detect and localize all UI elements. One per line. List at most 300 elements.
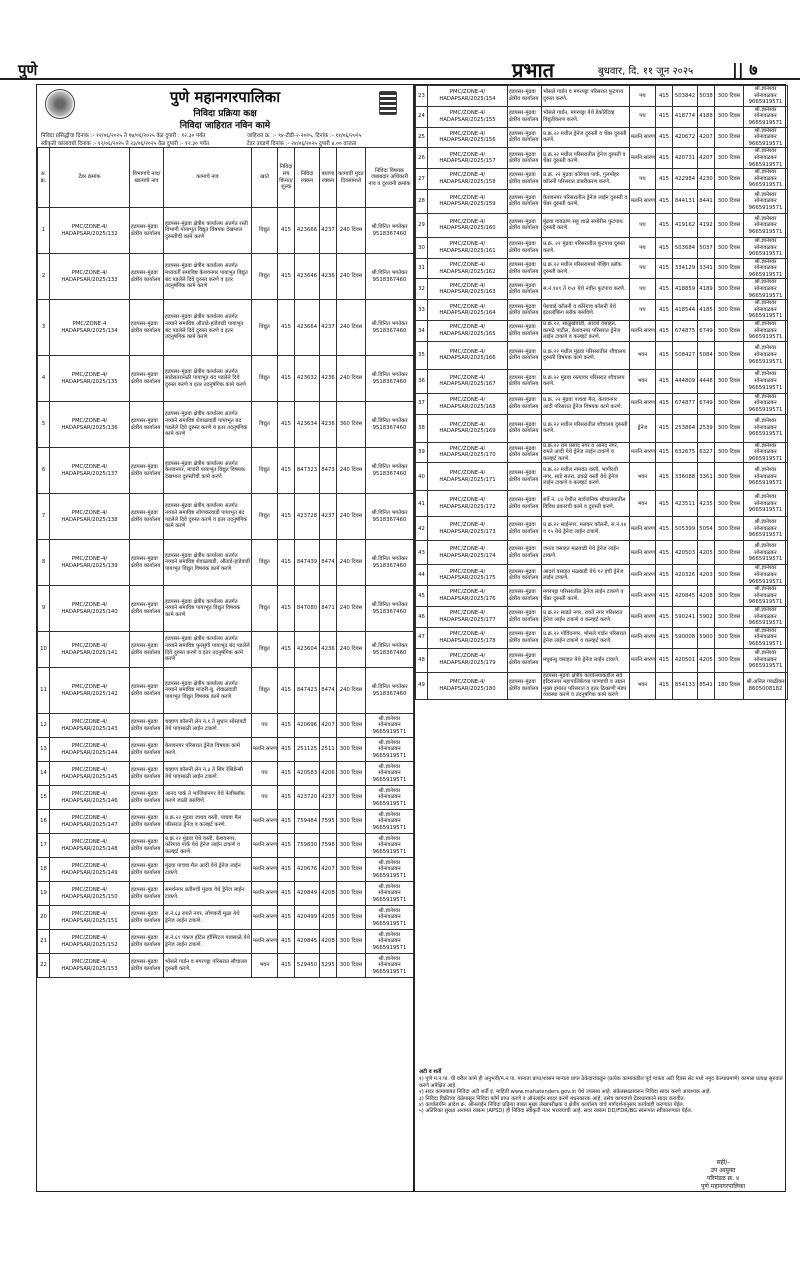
row-fee: 415 <box>278 448 295 494</box>
row-days: 300 दिवस <box>715 148 744 169</box>
row-dept: हडपसर-मुंढवा क्षेत्रीय कार्यालय <box>508 672 542 699</box>
table-row <box>416 541 788 565</box>
row-days: 300 दिवस <box>715 258 744 279</box>
table-row <box>416 627 788 648</box>
row-amount: 251125 <box>295 738 320 762</box>
notice-org-title: पुणे महानगरपालिका <box>169 88 281 106</box>
terms-title: अटी व शर्ती <box>419 1069 442 1075</box>
table-row <box>416 393 788 414</box>
table-row <box>416 463 788 491</box>
row-serial: 35 <box>416 341 428 369</box>
row-serial: 16 <box>38 810 50 834</box>
row-days: 240 दिवस <box>337 254 366 300</box>
row-tender-no: PMC/ZONE-4/ HADAPSAR/2025/157 <box>428 148 508 169</box>
row-days: 300 दिवस <box>337 762 366 786</box>
row-tender-no: PMC/ZONE-4/ HADAPSAR/2025/143 <box>50 714 130 738</box>
row-officer: श्री.ज्ञानेश्वर सोनावळकर 9665919571 <box>744 300 788 321</box>
row-fee: 415 <box>278 632 295 668</box>
row-fee: 415 <box>656 586 673 607</box>
row-amount: 529450 <box>295 954 320 978</box>
row-officer: श्री.विनित भगतेकर 9518367460 <box>366 448 414 494</box>
row-emd: 4237 <box>320 494 337 540</box>
table-row <box>416 491 788 517</box>
row-tender-no: PMC/ZONE-4/ HADAPSAR/2025/176 <box>428 586 508 607</box>
row-tender-no: PMC/ZONE-4/ HADAPSAR/2025/147 <box>50 810 130 834</box>
row-tender-no: PMC/ZONE-4/ HADAPSAR/2025/132 <box>50 208 130 254</box>
row-tender-no: PMC/ZONE-4/ HADAPSAR/2025/175 <box>428 565 508 586</box>
table-row <box>38 208 414 254</box>
table-row <box>38 906 414 930</box>
row-emd: 2511 <box>320 738 337 762</box>
row-emd: 4206 <box>320 762 337 786</box>
row-fee: 415 <box>278 738 295 762</box>
row-amount: 423634 <box>295 402 320 448</box>
row-officer: श्री.विनित भगतेकर 9518367460 <box>366 254 414 300</box>
row-emd: 4207 <box>320 714 337 738</box>
row-fee: 415 <box>278 858 295 882</box>
table-row <box>416 258 788 279</box>
row-dept: हडपसर-मुंढवा क्षेत्रीय कार्यालय <box>508 279 542 300</box>
row-amount: 420696 <box>295 714 320 738</box>
row-work: सर्वे नं. ८४ येथील सार्वजनिक शौचालयातील विविध प्रकारची कामे व दुरुस्ती करणे. <box>542 491 630 517</box>
row-khate: विद्युत <box>252 632 278 668</box>
row-fee: 415 <box>278 834 295 858</box>
row-emd: 4188 <box>698 106 715 127</box>
row-khate: भवन <box>630 672 656 699</box>
row-amount: 422984 <box>673 169 698 190</box>
row-tender-no: PMC/ZONE-4/ HADAPSAR/2025/170 <box>428 442 508 463</box>
row-khate: मलनि:सारण <box>252 810 278 834</box>
tender-table-right <box>415 85 788 700</box>
row-tender-no: PMC/ZONE-4/ HADAPSAR/2025/162 <box>428 258 508 279</box>
row-work: हडपसर-मुंढवा क्षेत्रीय कार्यालय अंतर्गत नव्याने समाविष्ट औताडे-हांडेवाडी पायाभूत बंद पडलेले दिवे दुरुस्त करणे व इतर तदनुषंगिक कामे करणे <box>164 300 252 356</box>
masthead-brand: प्रभात <box>512 58 555 82</box>
row-dept: हडपसर-मुंढवा क्षेत्रीय कार्यालय <box>508 213 542 237</box>
row-work: आदर्श वसाहत मळवाडी येथे १२ इंची ड्रेनेज लाईन टाकणे. <box>542 565 630 586</box>
row-serial: 43 <box>416 541 428 565</box>
row-dept: हडपसर-मुंढवा क्षेत्रीय कार्यालय <box>508 86 542 107</box>
row-officer: श्री.ज्ञानेश्वर सोनावळकर 9665919571 <box>744 414 788 442</box>
table-row <box>38 540 414 586</box>
row-dept: हडपसर-मुंढवा क्षेत्रीय कार्यालय <box>508 606 542 627</box>
row-amount: 419162 <box>673 213 698 237</box>
signature-zone: परिमंडळ क्र. ४ <box>706 1175 740 1182</box>
row-amount: 759484 <box>295 810 320 834</box>
terms-item: ३) निविदा विक्रीच्या वेळेपासून निविदा फॉर्म प्राप्त करणे व ऑनलाईन सादर करणे बंधनकारक आहे. तसेच कागदपत्रे टेंडरधारकाने सादर करावीत. <box>419 1095 686 1102</box>
row-tender-no: PMC/ZONE-4/ HADAPSAR/2025/133 <box>50 254 130 300</box>
row-work: हडपसर-मुंढवा क्षेत्रीय कार्यालय अंतर्गत रस्ती विभागी पायाभूत विद्युत विषयक देखभाल दुरुस्तीची कामे करणे <box>164 208 252 254</box>
row-serial: 28 <box>416 189 428 213</box>
notice-dates-sale: निविदा प्रसिद्धीचा दिनांक :- १२/०६/२०२५ ते १७/०६/२०२५ वेळ दुपारी : १२.३० पर्यंत <box>41 133 206 139</box>
row-officer: श्री.ज्ञानेश्वर सोनावळकर 9665919571 <box>744 541 788 565</box>
row-work: स.नं.६३ रायते नगर, लोणकरी मुळा येथे ड्रेनेज लाईन टाकणे. <box>164 906 252 930</box>
row-dept: हडपसर-मुंढवा क्षेत्रीय कार्यालय <box>508 491 542 517</box>
row-khate: मलनि:सारण <box>630 189 656 213</box>
row-amount: 759830 <box>295 834 320 858</box>
row-emd: 5037 <box>698 237 715 258</box>
row-officer: श्री.ज्ञानेश्वर सोनावळकर 9665919571 <box>744 393 788 414</box>
row-amount: 418774 <box>673 106 698 127</box>
table-row <box>416 565 788 586</box>
row-tender-no: PMC/ZONE-4/ HADAPSAR/2025/161 <box>428 237 508 258</box>
row-officer: श्री.ज्ञानेश्वर सोनावळकर 9665919571 <box>366 882 414 906</box>
row-emd: 4236 <box>320 254 337 300</box>
table-row <box>416 341 788 369</box>
row-work: हडपसर-मुंढवा क्षेत्रीय कार्यालय अंतर्गत साडेसतरानळी पायाभूत बंद पडलेले दिवे दुरुस्त करणे व इतर तदनुषंगिक कामे करणे <box>164 356 252 402</box>
row-tender-no: PMC/ZONE-4/ HADAPSAR/2025/138 <box>50 494 130 540</box>
row-fee: 415 <box>656 369 673 393</box>
masthead-city: पुणे <box>18 61 38 79</box>
row-serial: 23 <box>416 86 428 107</box>
table-row <box>38 668 414 714</box>
row-work: प्र.क्र. २२ मुंढवा पाचवा मैल, केशवनगर आदी परिसरात ड्रेनेज विषयक कामे करणे. <box>542 393 630 414</box>
row-fee: 415 <box>278 810 295 834</box>
row-dept: हडपसर-मुंढवा क्षेत्रीय कार्यालय <box>130 834 164 858</box>
row-fee: 415 <box>278 906 295 930</box>
row-serial: 14 <box>38 762 50 786</box>
row-khate: मलनि:सारण <box>252 858 278 882</box>
row-serial: 8 <box>38 540 50 586</box>
table-row <box>38 300 414 356</box>
header-emd: बयाणा रक्कम <box>320 148 337 208</box>
header-serial: अ. क्र. <box>38 148 50 208</box>
row-serial: 42 <box>416 517 428 541</box>
row-amount: 847423 <box>295 668 320 714</box>
row-work: हडपसर-मुंढवा क्षेत्रीय कार्यालय अंतर्गत नव्याने समाविष्ट मांजरी-बु. शेवाळवाडी पायाभूत विद्युत विषयक कामे करणे <box>164 668 252 714</box>
row-days: 180 दिवस <box>715 672 744 699</box>
row-officer: श्री.विनित भगतेकर 9518367460 <box>366 494 414 540</box>
row-dept: हडपसर-मुंढवा क्षेत्रीय कार्यालय <box>508 414 542 442</box>
row-khate: मलनि:सारण <box>630 648 656 672</box>
table-row <box>416 213 788 237</box>
row-dept: हडपसर-मुंढवा क्षेत्रीय कार्यालय <box>130 954 164 978</box>
row-work: हडपसर-मुंढवा क्षेत्रीय कार्यालय अंतर्गत नव्याने समाविष्ट शेवाळवाडी पायाभूत बंद पडलेले दिवे दुरुस्त करणे व इतर तदनुषंगिक कामे करणे <box>164 402 252 448</box>
row-days: 240 दिवस <box>337 208 366 254</box>
row-days: 300 दिवस <box>715 369 744 393</box>
row-dept: हडपसर-मुंढवा क्षेत्रीय कार्यालय <box>508 237 542 258</box>
row-fee: 415 <box>656 565 673 586</box>
row-serial: 22 <box>38 954 50 978</box>
row-work: आनंद पार्क ते भाजियांनगर येथे फेवीब्लॉक करणे जाळी बसविणे. <box>164 786 252 810</box>
row-khate: पथ <box>630 169 656 190</box>
row-khate: मलनि:सारण <box>630 442 656 463</box>
row-fee: 415 <box>278 300 295 356</box>
row-khate: मलनि:सारण <box>630 148 656 169</box>
row-khate: मलनि:सारण <box>630 393 656 414</box>
header-dept: विभागाचे नाव/ खात्याचे नाव <box>130 148 164 208</box>
row-fee: 415 <box>656 341 673 369</box>
row-serial: 49 <box>416 672 428 699</box>
row-days: 300 दिवस <box>715 414 744 442</box>
row-tender-no: PMC/ZONE-4/ HADAPSAR/2025/137 <box>50 448 130 494</box>
row-emd: 5295 <box>320 954 337 978</box>
row-days: 300 दिवस <box>337 858 366 882</box>
header-amount: निविदा रक्कम <box>295 148 320 208</box>
row-fee: 415 <box>656 237 673 258</box>
row-khate: मलनि:सारण <box>252 930 278 954</box>
row-serial: 24 <box>416 106 428 127</box>
terms-item: २) सदर कामाबाबत निविदा अटी शर्ती इ. माहिती www.mahatenders.gov.in येथे उपलब्ध आहे. संकेतस्थळावरून निविदा सादर करणे आवश्यक आहे. <box>419 1089 712 1096</box>
row-days: 300 दिवस <box>337 882 366 906</box>
row-emd: 4237 <box>320 208 337 254</box>
row-work: भोसले गार्डन व मगरपट्टा परिसरात फुटपाथ दुरुस्त करणे. <box>542 86 630 107</box>
terms-item: ५) अतिरिक्त सुरक्षा अनामत रक्कम (APSD) ही निविदा स्वीकृती नंतर भरावयाची आहे. सदर रक्कम DD/FDR/BG स्वरूपात स्वीकारण्यात येईल. <box>419 1108 693 1115</box>
row-amount: 847080 <box>295 586 320 632</box>
row-amount: 503842 <box>673 86 698 107</box>
header-days: कामाची मुदत दिवसामध्ये <box>337 148 366 208</box>
row-khate: विद्युत <box>252 540 278 586</box>
row-dept: हडपसर-मुंढवा क्षेत्रीय कार्यालय <box>508 341 542 369</box>
row-work: प्र.क्र.२२ मुंढवा जाधव वस्ती, पाचवा मैल परिसरात ड्रेनेज व कल्व्हर्ट करणे. <box>164 810 252 834</box>
row-work: प्र.क्र.२२ साईनगर, मलकर कॉलनी, स.नं.१४ व १५ येथे ड्रेनेज लाईन टाकणे. <box>542 517 630 541</box>
row-emd: 4208 <box>698 586 715 607</box>
table-row <box>38 632 414 668</box>
header-khate: खाते <box>252 148 278 208</box>
row-work: हडपसर-मुंढवा क्षेत्रीय कार्यालय अंतर्गत नव्याने समाविष्ट लोणकरवाडी पायाभूत बंद पडलेले दिवे दुरुस्त करणे व इतर तदनुषंगिक कामे करणे <box>164 494 252 540</box>
row-serial: 39 <box>416 442 428 463</box>
row-officer: श्री.विनित भगतेकर 9518367460 <box>366 356 414 402</box>
row-officer: श्री.ज्ञानेश्वर सोनावळकर 9665919571 <box>366 762 414 786</box>
row-days: 240 दिवस <box>337 356 366 402</box>
row-work: स.नं.१४९ ते १५१ येथे नवीन फुटपाथ करणे. <box>542 279 630 300</box>
table-row <box>416 106 788 127</box>
row-dept: हडपसर-मुंढवा क्षेत्रीय कार्यालय <box>508 442 542 463</box>
row-serial: 44 <box>416 565 428 586</box>
row-dept: हडपसर-मुंढवा क्षेत्रीय कार्यालय <box>130 586 164 632</box>
row-tender-no: PMC/ZONE-4/ HADAPSAR/2025/164 <box>428 300 508 321</box>
table-row <box>416 442 788 463</box>
row-emd: 4207 <box>698 127 715 148</box>
table-row <box>38 858 414 882</box>
row-tender-no: PMC/ZONE-4/ HADAPSAR/2025/136 <box>50 402 130 448</box>
row-officer: श्री.ज्ञानेश्वर सोनावळकर 9665919571 <box>744 517 788 541</box>
row-khate: मलनि:सारण <box>630 586 656 607</box>
row-fee: 415 <box>656 213 673 237</box>
row-work: केशवनगर परिसरातील ड्रेनेज लाईन दुरुस्ती व चेंबर दुरुस्ती करणे. <box>542 189 630 213</box>
row-fee: 415 <box>278 786 295 810</box>
row-work: हडपसर-मुंढवा क्षेत्रीय कार्यालय अंतर्गत नव्याने समाविष्ट फुरसुंगी पायाभूत बंद पडलेले दिवे दुरुस्त करणे व इतर तदनुषंगिक कामे करणे <box>164 632 252 668</box>
notice-open-date: टेंडर उघडणे दिनांक :- २४/०६/२०२५ दुपारी ४.०० वाजता <box>247 141 357 147</box>
header-fee: निविदा संच किंमत/ शुल्क <box>278 148 295 208</box>
row-days: 240 दिवस <box>337 632 366 668</box>
row-amount: 674875 <box>673 321 698 342</box>
row-fee: 415 <box>278 254 295 300</box>
row-days: 300 दिवस <box>715 213 744 237</box>
row-fee: 415 <box>278 930 295 954</box>
row-fee: 415 <box>278 402 295 448</box>
table-header-row <box>38 148 414 208</box>
table-row <box>38 834 414 858</box>
row-fee: 415 <box>656 279 673 300</box>
table-row <box>38 954 414 978</box>
row-officer: श्री.ज्ञानेश्वर सोनावळकर 9665919571 <box>744 341 788 369</box>
row-khate: मलनि:सारण <box>252 834 278 858</box>
row-days: 300 दिवस <box>715 321 744 342</box>
row-emd: 4205 <box>698 541 715 565</box>
row-fee: 415 <box>656 321 673 342</box>
row-days: 240 दिवस <box>337 300 366 356</box>
row-amount: 503684 <box>673 237 698 258</box>
row-dept: हडपसर-मुंढवा क्षेत्रीय कार्यालय <box>130 208 164 254</box>
row-khate: भवन <box>630 369 656 393</box>
row-khate: पथ <box>630 258 656 279</box>
row-dept: हडपसर-मुंढवा क्षेत्रीय कार्यालय <box>130 810 164 834</box>
row-khate: विद्युत <box>252 300 278 356</box>
row-dept: हडपसर-मुंढवा क्षेत्रीय कार्यालय <box>508 627 542 648</box>
row-khate: पथ <box>252 786 278 810</box>
row-serial: 1 <box>38 208 50 254</box>
notice-dept: निविदा प्रक्रिया कक्ष <box>193 109 257 119</box>
row-work: हडपसर-मुंढवा क्षेत्रीय कार्यालय अंतर्गत नव्याने समाविष्ट पायाभूत विद्युत विषयक कामे करणे <box>164 586 252 632</box>
row-tender-no: PMC/ZONE-4/ HADAPSAR/2025/151 <box>50 906 130 930</box>
row-work: केशवनगर परिसरात ड्रेनेज विषयक कामे करणे. <box>164 738 252 762</box>
row-serial: 31 <box>416 258 428 279</box>
row-tender-no: PMC/ZONE-4/ HADAPSAR/2025/146 <box>50 786 130 810</box>
row-emd: 4237 <box>320 786 337 810</box>
masthead-page-number: || ७ <box>732 60 758 79</box>
row-tender-no: PMC/ZONE-4/ HADAPSAR/2025/152 <box>50 930 130 954</box>
row-dept: हडपसर-मुंढवा क्षेत्रीय कार्यालय <box>508 106 542 127</box>
row-dept: हडपसर-मुंढवा क्षेत्रीय कार्यालय <box>130 906 164 930</box>
row-khate: भवन <box>252 954 278 978</box>
row-fee: 415 <box>656 169 673 190</box>
row-days: 240 दिवस <box>337 668 366 714</box>
row-days: 300 दिवस <box>715 169 744 190</box>
row-khate: पथ <box>252 762 278 786</box>
row-officer: श्री.ज्ञानेश्वर सोनावळकर 9665919571 <box>744 169 788 190</box>
table-row <box>38 762 414 786</box>
row-days: 300 दिवस <box>337 930 366 954</box>
row-work: मगरपट्टा परिसरातील ड्रेनेज लाईन टाकणे व चेंबर दुरुस्ती करणे. <box>542 586 630 607</box>
table-row <box>416 606 788 627</box>
row-khate: मलनि:सारण <box>252 882 278 906</box>
header-work: कामाचे नाव <box>164 148 252 208</box>
row-dept: हडपसर-मुंढवा क्षेत्रीय कार्यालय <box>130 402 164 448</box>
row-amount: 418859 <box>673 279 698 300</box>
row-fee: 415 <box>278 356 295 402</box>
row-officer: श्री.ज्ञानेश्वर सोनावळकर 9665919571 <box>366 858 414 882</box>
row-days: 300 दिवस <box>715 442 744 463</box>
row-tender-no: PMC/ZONE-4/ HADAPSAR/2025/141 <box>50 632 130 668</box>
row-khate: विद्युत <box>252 448 278 494</box>
row-emd: 4192 <box>698 213 715 237</box>
row-serial: 41 <box>416 491 428 517</box>
row-tender-no: PMC/ZONE-4/ HADAPSAR/2025/142 <box>50 668 130 714</box>
row-officer: श्री.ज्ञानेश्वर सोनावळकर 9665919571 <box>744 442 788 463</box>
row-dept: हडपसर-मुंढवा क्षेत्रीय कार्यालय <box>130 786 164 810</box>
row-officer: श्री.ज्ञानेश्वर सोनावळकर 9665919571 <box>366 714 414 738</box>
row-days: 240 दिवस <box>337 494 366 540</box>
row-tender-no: PMC/ZONE-4/ HADAPSAR/2025/172 <box>428 491 508 517</box>
row-dept: हडपसर-मुंढवा क्षेत्रीय कार्यालय <box>508 169 542 190</box>
row-fee: 415 <box>278 954 295 978</box>
row-tender-no: PMC/ZONE-4/ HADAPSAR/2025/154 <box>428 86 508 107</box>
row-serial: 25 <box>416 127 428 148</box>
row-dept: हडपसर-मुंढवा क्षेत्रीय कार्यालय <box>508 463 542 491</box>
row-khate: विद्युत <box>252 356 278 402</box>
row-dept: हडपसर-मुंढवा क्षेत्रीय कार्यालय <box>130 300 164 356</box>
row-amount: 253864 <box>673 414 698 442</box>
row-officer: श्री.ज्ञानेश्वर सोनावळकर 9665919571 <box>366 738 414 762</box>
row-amount: 420499 <box>295 906 320 930</box>
table-row <box>416 648 788 672</box>
row-fee: 415 <box>656 189 673 213</box>
row-work: मधुबन्धु वसाहत येथे ड्रेनेज लाईन टाकणे. <box>542 648 630 672</box>
row-khate: विद्युत <box>252 402 278 448</box>
row-amount: 508427 <box>673 341 698 369</box>
row-tender-no: PMC/ZONE-4/ HADAPSAR/2025/135 <box>50 356 130 402</box>
row-khate: विद्युत <box>252 254 278 300</box>
row-tender-no: PMC/ZONE-4/ HADAPSAR/2025/180 <box>428 672 508 699</box>
row-fee: 415 <box>656 148 673 169</box>
row-tender-no: PMC/ZONE-4/ HADAPSAR/2025/177 <box>428 606 508 627</box>
row-tender-no: PMC/ZONE-4/ HADAPSAR/2025/155 <box>428 106 508 127</box>
row-tender-no: PMC/ZONE-4/ HADAPSAR/2025/140 <box>50 586 130 632</box>
row-officer: श्री.ज्ञानेश्वर सोनावळकर 9665919571 <box>744 213 788 237</box>
row-officer: श्री.ज्ञानेश्वर सोनावळकर 9665919571 <box>366 906 414 930</box>
table-row <box>416 237 788 258</box>
row-serial: 2 <box>38 254 50 300</box>
table-row <box>38 882 414 906</box>
row-amount: 423511 <box>673 491 698 517</box>
row-fee: 415 <box>656 106 673 127</box>
row-emd: 8473 <box>320 448 337 494</box>
row-serial: 37 <box>416 393 428 414</box>
row-tender-no: PMC/ZONE-4/ HADAPSAR/2025/156 <box>428 127 508 148</box>
table-row <box>38 254 414 300</box>
row-amount: 590241 <box>673 606 698 627</box>
row-days: 300 दिवस <box>337 954 366 978</box>
table-row <box>38 738 414 762</box>
row-fee: 415 <box>656 442 673 463</box>
notice-title: निविदा जाहिरात नविन कामे <box>179 121 271 131</box>
row-days: 300 दिवस <box>337 786 366 810</box>
row-tender-no: PMC/ZONE-4/ HADAPSAR/2025/174 <box>428 541 508 565</box>
row-serial: 3 <box>38 300 50 356</box>
row-dept: हडपसर-मुंढवा क्षेत्रीय कार्यालय <box>508 541 542 565</box>
row-emd: 4207 <box>698 148 715 169</box>
row-days: 300 दिवस <box>715 541 744 565</box>
row-days: 300 दिवस <box>337 906 366 930</box>
row-serial: 36 <box>416 369 428 393</box>
row-khate: ड्रेनेज <box>630 414 656 442</box>
row-fee: 415 <box>656 414 673 442</box>
row-amount: 334129 <box>673 258 698 279</box>
row-amount: 420326 <box>673 565 698 586</box>
table-row <box>416 672 788 699</box>
row-days: 300 दिवस <box>337 834 366 858</box>
row-days: 240 दिवस <box>337 448 366 494</box>
table-row <box>38 810 414 834</box>
row-days: 300 दिवस <box>337 810 366 834</box>
row-khate: विद्युत <box>252 494 278 540</box>
row-khate: मलनि:सारण <box>252 906 278 930</box>
row-days: 300 दिवस <box>715 627 744 648</box>
row-tender-no: PMC/ZONE-4/ HADAPSAR/2025/145 <box>50 762 130 786</box>
row-serial: 6 <box>38 448 50 494</box>
row-work: प्र.क्र. २२ मुंढवा कोरेगाव पार्क, गुलमोहर कॉलनी परिसरात डांबरीकरण करणे. <box>542 169 630 190</box>
row-officer: श्री.ज्ञानेश्वर सोनावळकर 9665919571 <box>744 258 788 279</box>
row-tender-no: PMC/ZONE-4/ HADAPSAR/2025/149 <box>50 858 130 882</box>
row-khate: विद्युत <box>252 668 278 714</box>
row-dept: हडपसर-मुंढवा क्षेत्रीय कार्यालय <box>508 565 542 586</box>
row-serial: 47 <box>416 627 428 648</box>
row-fee: 415 <box>656 300 673 321</box>
row-work: प्र.क्र.२२ मधील परिसरातील शौचालय दुरुस्ती करणे. <box>542 414 630 442</box>
notice-right-column <box>414 84 786 1192</box>
row-tender-no: PMC/ZONE-4/ HADAPSAR/2025/153 <box>50 954 130 978</box>
row-officer: श्री.ज्ञानेश्वर सोनावळकर 9665919571 <box>366 930 414 954</box>
